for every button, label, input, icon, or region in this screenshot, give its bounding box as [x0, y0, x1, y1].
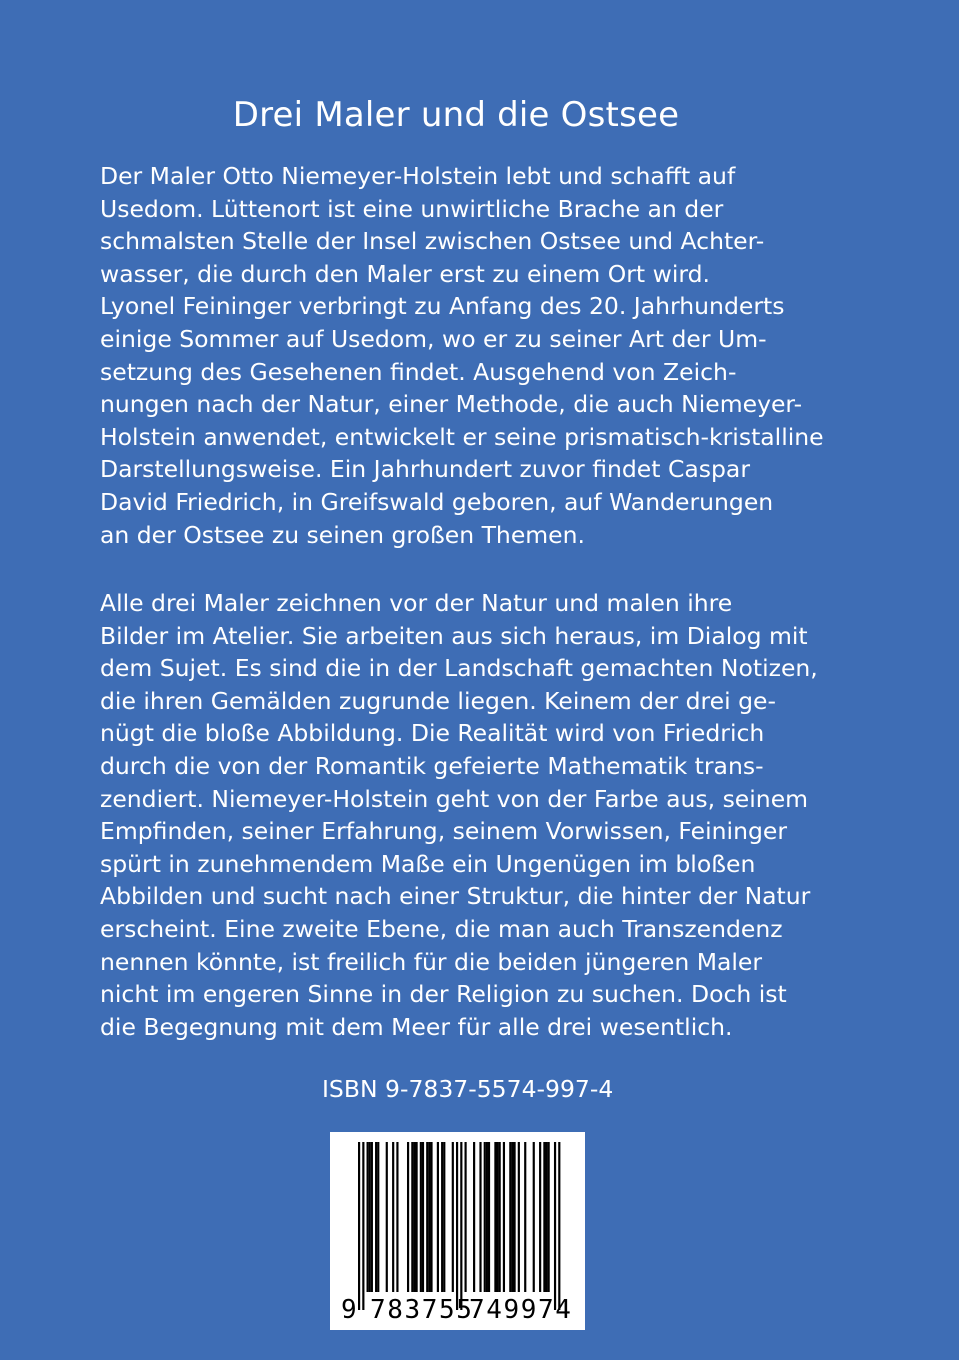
text-line: nicht im engeren Sinne in der Religion zu suchen. Doch ist [100, 980, 787, 1009]
text-line: Abbilden und sucht nach einer Struktur, die hinter der Natur [100, 882, 811, 911]
text-line: spürt in zunehmendem Maße ein Ungenügen im bloßen [100, 849, 756, 878]
barcode-bar [460, 1142, 462, 1310]
barcode-bar [543, 1142, 545, 1292]
barcode-bar [548, 1142, 550, 1292]
barcode-bar [513, 1142, 515, 1292]
barcode-bar [499, 1142, 501, 1292]
text-line: die Begegnung mit dem Meer für alle drei wesentlich. [100, 1012, 733, 1041]
barcode-bar [416, 1142, 418, 1292]
isbn-label: ISBN 9-7837-5574-997-4 [322, 1075, 614, 1103]
barcode-bar [496, 1142, 498, 1292]
barcode-bar [441, 1142, 443, 1292]
barcode-bar [386, 1142, 388, 1292]
barcode-bar [407, 1142, 409, 1292]
barcode-bar [486, 1142, 488, 1292]
barcode-bar [377, 1142, 379, 1292]
barcode-bar [473, 1142, 475, 1292]
barcode-bar [511, 1142, 513, 1292]
text-line: Alle drei Maler zeichnen vor der Natur und malen ihre [100, 589, 733, 617]
text-line: Lyonel Feininger verbringt zu Anfang des 20. Jahrhunderts [100, 292, 785, 321]
barcode-bar [539, 1142, 541, 1292]
text-line: Bilder im Atelier. Sie arbeiten aus sich heraus, im Dialog mit [100, 621, 808, 650]
barcode-digits-left: 783755 [370, 1295, 474, 1325]
barcode-bar [396, 1142, 398, 1292]
text-line: nügt die bloße Abbildung. Die Realität wird von Friedrich [100, 719, 765, 748]
text-line: wasser, die durch den Maler erst zu einem Ort wird. [100, 259, 710, 288]
barcode-bar [479, 1142, 481, 1292]
text-line: Empfinden, seiner Erfahrung, seinem Vorwissen, Feininger [100, 817, 787, 846]
barcode-bar [558, 1142, 560, 1310]
text-line: Der Maler Otto Niemeyer-Holstein lebt und schafft auf [100, 162, 736, 190]
barcode-bar [488, 1142, 490, 1292]
barcode-bar [426, 1142, 428, 1292]
barcode-digits [330, 1292, 585, 1328]
barcode-bar [524, 1142, 526, 1292]
book-title: Drei Maler und die Ostsee [232, 95, 680, 135]
barcode-bar [484, 1142, 486, 1292]
text-line: durch die von der Romantik gefeierte Mathematik trans- [100, 751, 764, 780]
barcode-bar [533, 1142, 535, 1292]
barcode-bar [375, 1142, 377, 1292]
description-paragraph-1 [100, 160, 880, 551]
barcode-digit-first: 9 [341, 1295, 357, 1325]
barcode-bar [367, 1142, 369, 1292]
barcode-bar [443, 1142, 445, 1292]
text-line: David Friedrich, in Greifswald geboren, auf Wanderungen [100, 487, 774, 516]
barcode-bar [545, 1142, 547, 1292]
barcode-bar [456, 1142, 458, 1310]
description-paragraph-2 [100, 587, 880, 1043]
barcode-bar [554, 1142, 556, 1310]
barcode-bar [452, 1142, 454, 1292]
barcode [330, 1132, 585, 1330]
text-line: schmalsten Stelle der Insel zwischen Ostsee und Achter- [100, 227, 765, 256]
barcode-bar [358, 1142, 360, 1310]
text-line: nennen könnte, ist freilich für die beiden jüngeren Maler [100, 947, 763, 976]
barcode-bar [420, 1142, 422, 1292]
barcode-bar [518, 1142, 520, 1292]
barcode-bar [503, 1142, 505, 1292]
text-line: setzung des Gesehenen findet. Ausgehend von Zeich- [100, 357, 737, 386]
text-line: die ihren Gemälden zugrunde liegen. Keinem der drei ge- [100, 686, 776, 715]
text-line: einige Sommer auf Usedom, wo er zu seiner Art der Um- [100, 324, 767, 353]
barcode-digits-right: 749974 [469, 1295, 573, 1325]
barcode-bar [392, 1142, 394, 1292]
text-line: Holstein anwendet, entwickelt er seine prismatisch-kristalline [100, 422, 824, 451]
barcode-bar [369, 1142, 371, 1292]
barcode-bar [437, 1142, 439, 1292]
barcode-bar [413, 1142, 415, 1292]
text-line: Usedom. Lüttenort ist eine unwirtliche Brache an der [100, 194, 724, 223]
barcode-bar [494, 1142, 496, 1292]
barcode-bar [428, 1142, 430, 1292]
barcode-bar [430, 1142, 432, 1292]
text-line: an der Ostsee zu seinen großen Themen. [100, 520, 585, 549]
text-line: nungen nach der Natur, einer Methode, die auch Niemeyer- [100, 390, 803, 419]
barcode-bar [465, 1142, 467, 1292]
text-line: zendiert. Niemeyer-Holstein geht von der Farbe aus, seinem [100, 784, 809, 813]
barcode-bar [371, 1142, 373, 1292]
text-line: Darstellungsweise. Ein Jahrhundert zuvor findet Caspar [100, 455, 750, 484]
text-line: dem Sujet. Es sind die in der Landschaft gemachten Notizen, [100, 654, 818, 683]
barcode-bar [362, 1142, 364, 1310]
barcode-bar [422, 1142, 424, 1292]
barcode-bar [509, 1142, 511, 1292]
text-line: erscheint. Eine zweite Ebene, die man auch Transzendenz [100, 914, 783, 943]
barcode-bar [411, 1142, 413, 1292]
